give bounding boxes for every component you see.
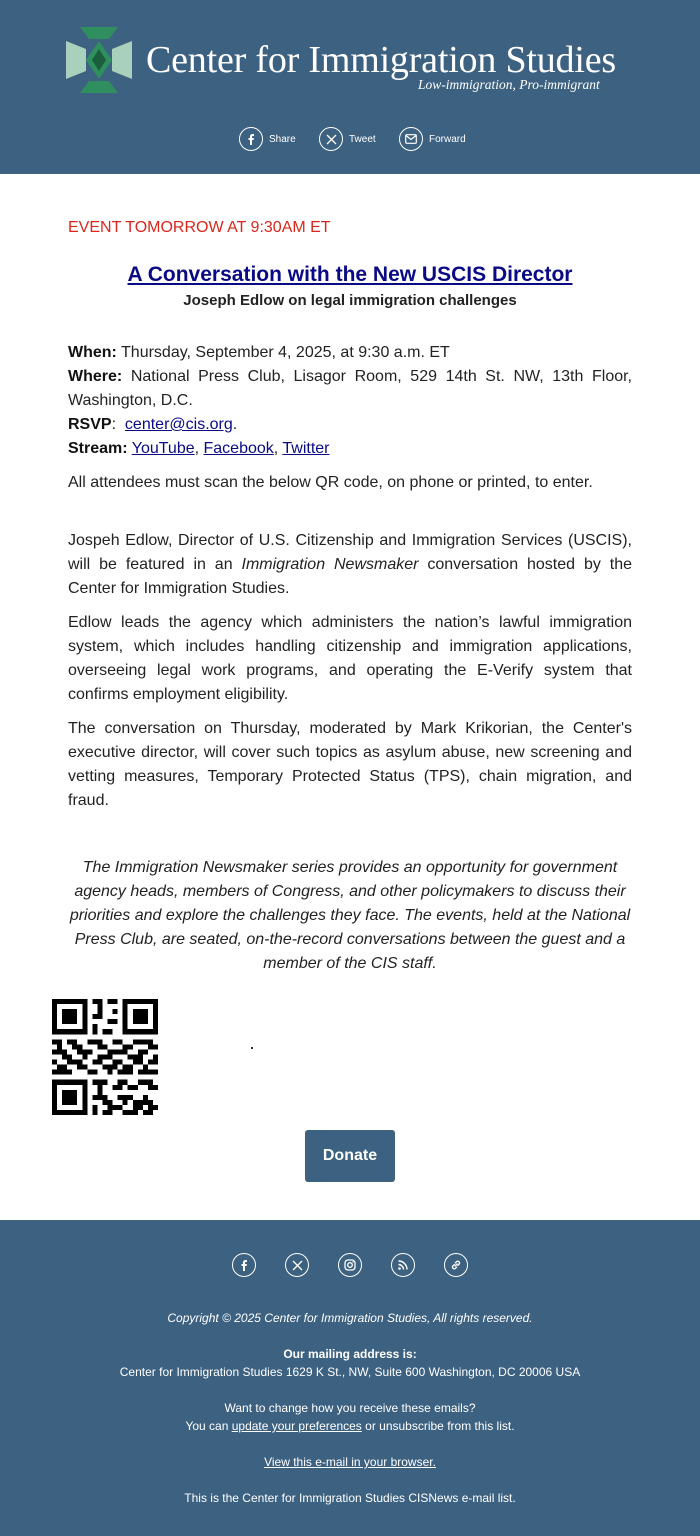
share-forward-button[interactable] bbox=[399, 127, 466, 151]
stream-label: Stream: bbox=[68, 440, 128, 457]
facebook-icon[interactable] bbox=[232, 1253, 256, 1277]
intro-paragraph bbox=[68, 529, 632, 601]
view-in-browser-line bbox=[0, 1455, 700, 1469]
rss-icon[interactable] bbox=[391, 1253, 415, 1277]
qr-code bbox=[52, 998, 158, 1116]
spacer-dot bbox=[251, 1047, 253, 1049]
email-header bbox=[0, 0, 700, 174]
donate-button[interactable]: Donate bbox=[305, 1130, 395, 1182]
unsubscribe-text: or unsubscribe from this list. bbox=[361, 1419, 515, 1433]
rsvp-label: RSVP bbox=[68, 416, 112, 433]
facebook-icon bbox=[239, 127, 263, 151]
youtube-link[interactable]: YouTube bbox=[131, 440, 195, 457]
series-note: The Immigration Newsmaker series provides an opportunity for government agency heads, members of Congress, and other policymakers to discuss their priorities and explore the challenges they face. The events, held at the National Press Club, are seated, on-the-record conversations between the guest and a member of the CIS staff. bbox=[69, 859, 631, 972]
event-title-link[interactable]: A Conversation with the New USCIS Director bbox=[127, 263, 573, 286]
org-name: Center for Immigration Studies bbox=[146, 39, 616, 81]
update-preferences-link[interactable]: update your preferences bbox=[231, 1419, 362, 1433]
agency-paragraph: Edlow leads the agency which administers the nation’s lawful immigration system, which includes handling citizenship and immigration applications, overseeing legal work programs, and operating the E-Verify system that confirms employment eligibility. bbox=[68, 614, 632, 703]
org-tagline: Low-immigration, Pro-immigrant bbox=[418, 77, 600, 92]
event-banner: EVENT TOMORROW AT 9:30AM ET bbox=[68, 219, 331, 236]
event-subtitle: Joseph Edlow on legal immigration challenges bbox=[183, 292, 517, 309]
intro-text-end: conversation hosted by the Center for Immigration Studies. bbox=[68, 556, 632, 597]
link-icon[interactable] bbox=[444, 1253, 468, 1277]
you-can-text: You can bbox=[185, 1419, 232, 1433]
rsvp-email-link[interactable]: center@cis.org bbox=[124, 416, 233, 433]
share-tweet-button[interactable] bbox=[319, 127, 376, 151]
mailing-heading: Our mailing address is: bbox=[283, 1347, 417, 1361]
change-prompt: Want to change how you receive these emails? bbox=[224, 1401, 476, 1415]
list-note: This is the Center for Immigration Studies CISNews e-mail list. bbox=[184, 1491, 516, 1505]
conversation-paragraph: The conversation on Thursday, moderated by Mark Krikorian, the Center's executive director, will cover such topics as asylum abuse, new screening and vetting measures, Temporary Protected Status (TPS), chain migration, and fraud. bbox=[68, 720, 632, 809]
share-label: Share bbox=[269, 133, 296, 145]
instagram-icon[interactable] bbox=[338, 1253, 362, 1277]
email-footer bbox=[0, 1220, 700, 1536]
facebook-link[interactable]: Facebook bbox=[203, 440, 274, 457]
event-details bbox=[68, 341, 632, 461]
where-line bbox=[68, 365, 632, 413]
x-icon bbox=[319, 127, 343, 151]
intro-text-start: Jospeh Edlow, Director of U.S. Citizenship and Immigration Services (USCIS), will be featured in an bbox=[68, 532, 632, 573]
copyright: Copyright © 2025 Center for Immigration Studies, All rights reserved. bbox=[167, 1311, 533, 1325]
twitter-link[interactable]: Twitter bbox=[282, 440, 330, 457]
rsvp-line: RSVP: center@cis.org. bbox=[68, 416, 238, 433]
when-label: When: bbox=[68, 344, 117, 361]
view-in-browser-link[interactable]: View this e-mail in your browser. bbox=[264, 1455, 436, 1469]
cis-logo-icon bbox=[66, 27, 132, 93]
when-value: Thursday, September 4, 2025, at 9:30 a.m. ET bbox=[121, 344, 450, 361]
x-icon[interactable] bbox=[285, 1253, 309, 1277]
where-label: Where: bbox=[68, 368, 123, 385]
when-line bbox=[68, 341, 632, 365]
where-value: National Press Club, Lisagor Room, 529 14th St. NW, 13th Floor, Washington, D.C. bbox=[68, 368, 633, 409]
tweet-label: Tweet bbox=[349, 133, 376, 145]
stream-line: Stream: YouTube, Facebook, Twitter bbox=[68, 440, 330, 457]
forward-label: Forward bbox=[429, 133, 466, 145]
intro-series-name: Immigration Newsmaker bbox=[241, 556, 419, 573]
qr-notice: All attendees must scan the below QR code, on phone or printed, to enter. bbox=[68, 474, 593, 491]
mailing-address: Center for Immigration Studies 1629 K St., NW, Suite 600 Washington, DC 20006 USA bbox=[119, 1365, 581, 1379]
share-facebook-button[interactable] bbox=[239, 127, 296, 151]
preferences-line bbox=[0, 1419, 700, 1433]
mail-icon bbox=[399, 127, 423, 151]
